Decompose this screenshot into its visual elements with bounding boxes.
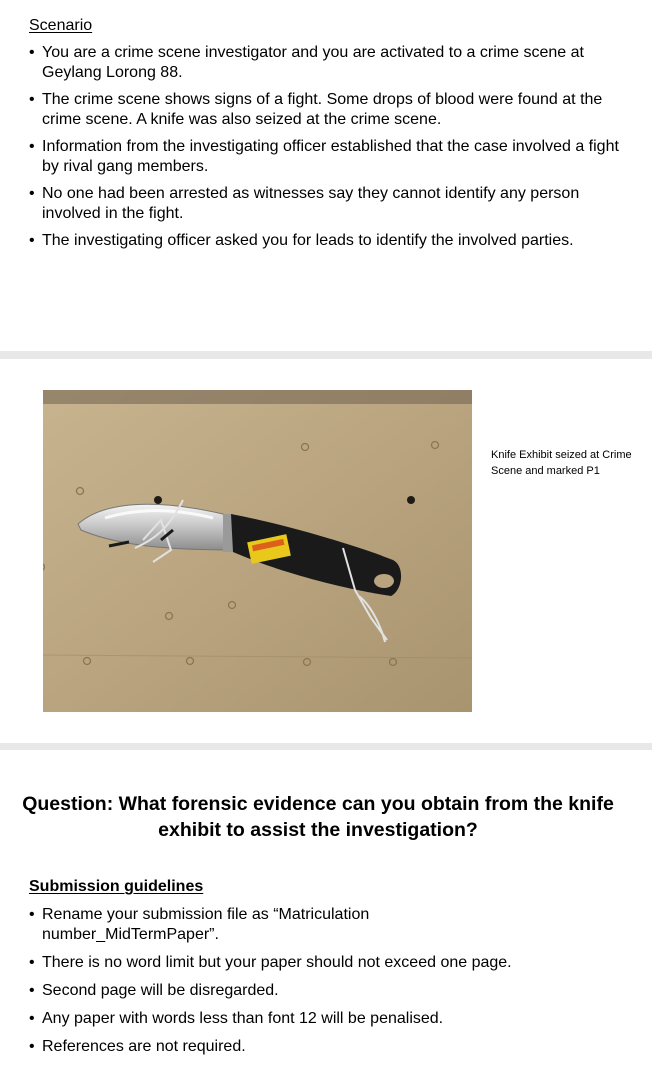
knife-exhibit-photo	[43, 390, 472, 712]
bullet-text: Rename your submission file as “Matriculation number_MidTermPaper”.	[42, 906, 370, 943]
bullet-dot: •	[29, 44, 35, 61]
slide-separator	[0, 743, 652, 750]
scenario-bullet-list	[29, 43, 619, 258]
bullet-text: Information from the investigating officer established that the case involved a fight by rival gang members.	[42, 138, 619, 175]
bullet-text: No one had been arrested as witnesses say they cannot identify any person involved in the fight.	[42, 185, 580, 222]
bullet-text: Any paper with words less than font 12 will be penalised.	[42, 1010, 444, 1027]
question-slide	[0, 750, 652, 1082]
bullet-text: Second page will be disregarded.	[42, 982, 279, 999]
list-item	[29, 1009, 619, 1029]
bullet-dot: •	[29, 91, 35, 108]
bullet-dot: •	[29, 185, 35, 202]
list-item	[29, 184, 619, 224]
list-item	[29, 953, 619, 973]
scenario-heading: Scenario	[29, 17, 93, 34]
exhibit-slide	[0, 359, 652, 743]
bullet-dot: •	[29, 982, 35, 999]
bullet-dot: •	[29, 906, 35, 923]
guidelines-bullet-list	[29, 905, 619, 1065]
bullet-dot: •	[29, 138, 35, 155]
bullet-text: You are a crime scene investigator and you are activated to a crime scene at Geylang Lorong 88.	[42, 44, 584, 81]
bullet-text: There is no word limit but your paper should not exceed one page.	[42, 954, 512, 971]
bullet-text: The crime scene shows signs of a fight. Some drops of blood were found at the crime scene. A knife was also seized at the crime scene.	[42, 91, 603, 128]
list-item	[29, 231, 619, 251]
bullet-dot: •	[29, 954, 35, 971]
list-item	[29, 43, 619, 83]
bullet-dot: •	[29, 1010, 35, 1027]
bullet-dot: •	[29, 232, 35, 249]
guidelines-heading: Submission guidelines	[29, 878, 204, 895]
question-text: Question: What forensic evidence can you obtain from the knife exhibit to assist the investigation?	[22, 793, 614, 841]
list-item	[29, 905, 432, 945]
bullet-dot: •	[29, 1038, 35, 1055]
bullet-text: References are not required.	[42, 1038, 246, 1055]
list-item	[29, 90, 619, 130]
bullet-text: The investigating officer asked you for leads to identify the involved parties.	[42, 232, 574, 249]
slide-separator	[0, 351, 652, 359]
list-item	[29, 981, 619, 1001]
list-item	[29, 137, 619, 177]
list-item	[29, 1037, 619, 1057]
exhibit-caption: Knife Exhibit seized at Crime Scene and marked P1	[491, 449, 632, 477]
scenario-slide	[0, 0, 652, 351]
